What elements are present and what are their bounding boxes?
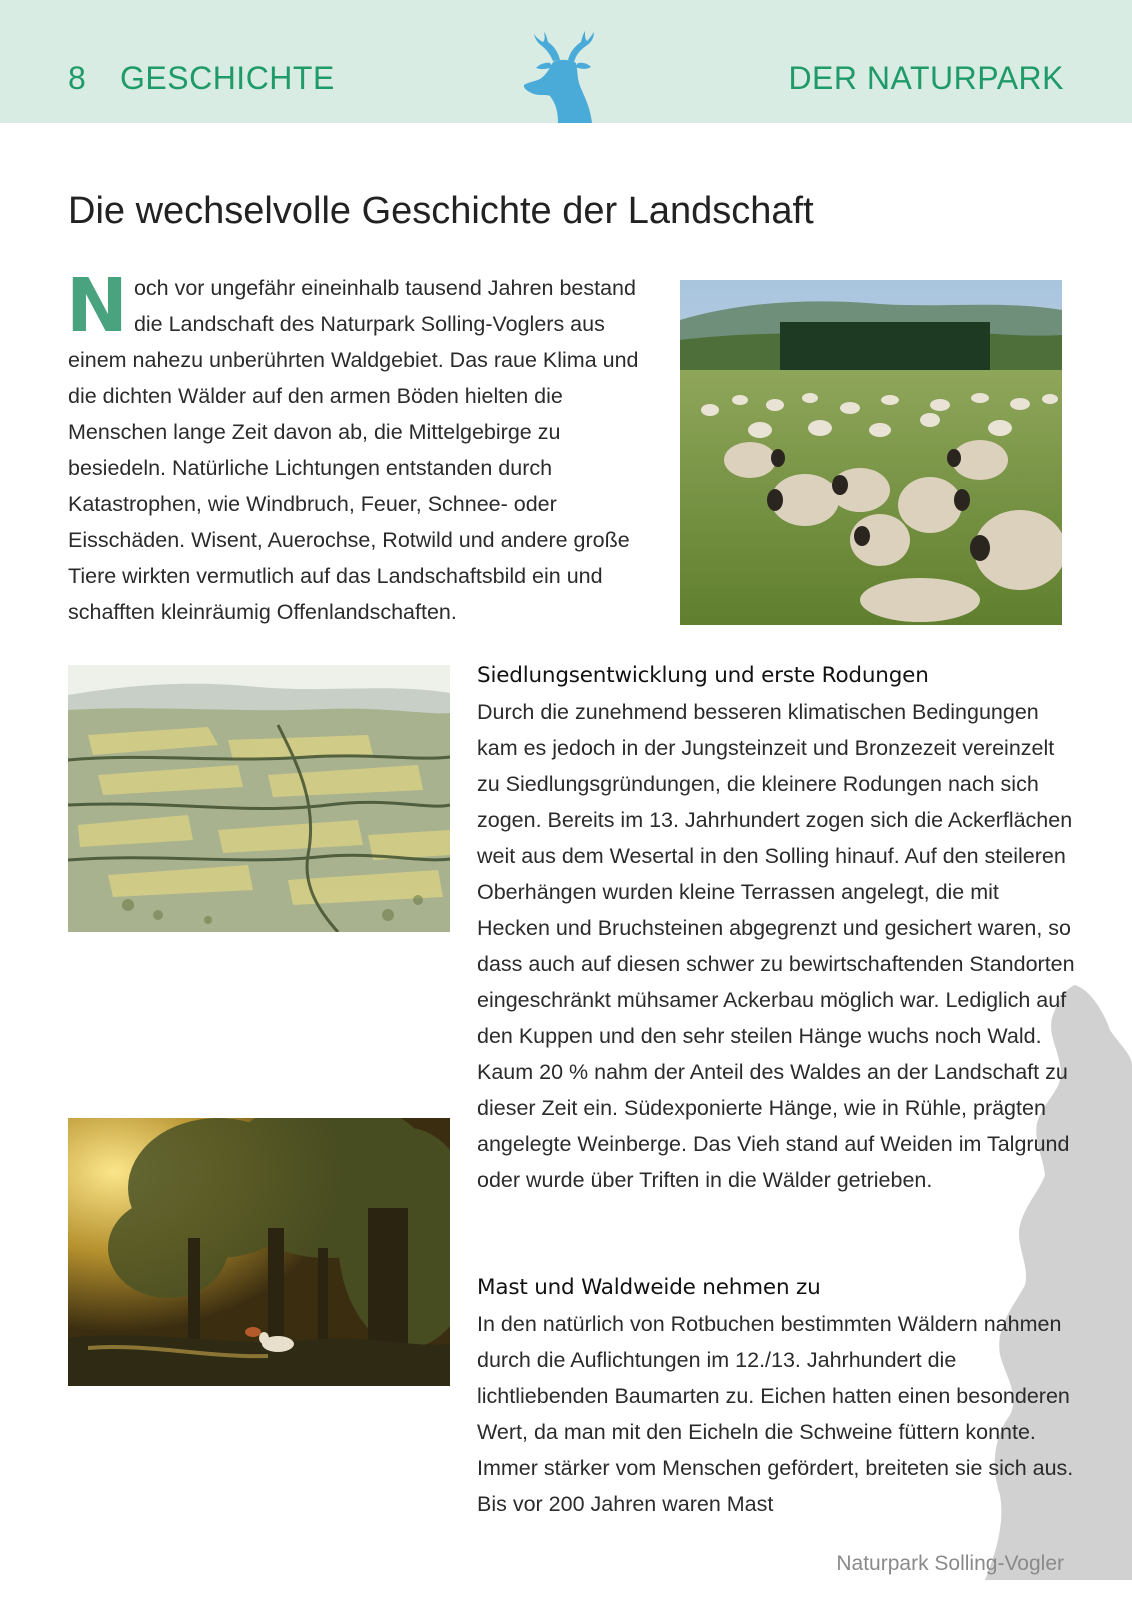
section-heading-forest-pasture: Mast und Waldweide nehmen zu xyxy=(477,1275,821,1300)
section-body-settlement: Durch die zunehmend besseren klimatischen Bedingungen kam es jedoch in der Jungsteinzeit und Bronzezeit vereinzelt zu Siedlungsgründungen, die kleinere Rodungen nach sich zogen. Bereits im 13. Jahrhundert zogen sich die Ackerflächen weit aus dem Wesertal in den Solling hinauf. Auf den steileren Oberhängen wurden kleine Terrassen angelegt, die mit Hecken und Bruchsteinen abgegrenzt und gesichert waren, so dass auch auf diesen schwer zu bewirtschaftenden Standorten eingeschränkt mühsamer Ackerbau möglich war. Lediglich auf den Kuppen und den sehr steilen Hänge wuchs noch Wald. Kaum 20 % nahm der Anteil des Waldes an der Landschaft zu dieser Zeit ein. Südexponierte Hänge, wie in Rühle, prägten angelegte Weinberge. Das Vieh stand auf Weiden im Talgrund oder wurde über Triften in die Wälder getrieben. xyxy=(477,700,1075,1192)
drop-cap: N xyxy=(66,263,128,349)
forest-pasture-painting xyxy=(68,1118,450,1386)
deer-head-icon xyxy=(520,30,602,123)
intro-paragraph xyxy=(66,263,648,630)
section-forest-pasture xyxy=(477,1270,1077,1522)
sheep-pasture-photo xyxy=(680,280,1062,625)
section-label-right: DER NATURPARK xyxy=(788,60,1064,96)
section-body-forest-pasture: In den natürlich von Rotbuchen bestimmten Wäldern nahmen durch die Auflichtungen im 12./13. Jahrhundert die lichtliebenden Baumarten zu. Eichen hatten einen besonderen Wert, da man mit den Eicheln die Schweine füttern konnte. Immer stärker vom Menschen gefördert, breiteten sie sich aus. Bis vor 200 Jahren waren Mast xyxy=(477,1312,1074,1516)
section-heading-settlement: Siedlungsentwicklung und erste Rodungen xyxy=(477,663,929,688)
intro-text: och vor ungefähr eineinhalb tausend Jahren bestand die Landschaft des Naturpark Solling-Voglers aus einem nahezu unberührten Waldgebiet. Das raue Klima und die dichten Wälder auf den armen Böden hielten die Menschen lange Zeit davon ab, die Mittelgebirge zu besiedeln. Natürliche Lichtungen entstanden durch Katastrophen, wie Windbruch, Feuer, Schnee- oder Eisschäden. Wisent, Auerochse, Rotwild und andere große Tiere wirkten vermutlich auf das Landschaftsbild ein und schafften kleinräumig Offenlandschaften. xyxy=(68,276,639,624)
terraced-landscape-illustration xyxy=(68,665,450,932)
section-settlement xyxy=(477,658,1077,1198)
page-number: 8 xyxy=(68,60,87,96)
page-title: Die wechselvolle Geschichte der Landschaft xyxy=(68,190,814,232)
page-header xyxy=(0,0,1132,123)
section-label-left: GESCHICHTE xyxy=(120,60,335,96)
footer-publisher: Naturpark Solling-Vogler xyxy=(836,1552,1064,1575)
